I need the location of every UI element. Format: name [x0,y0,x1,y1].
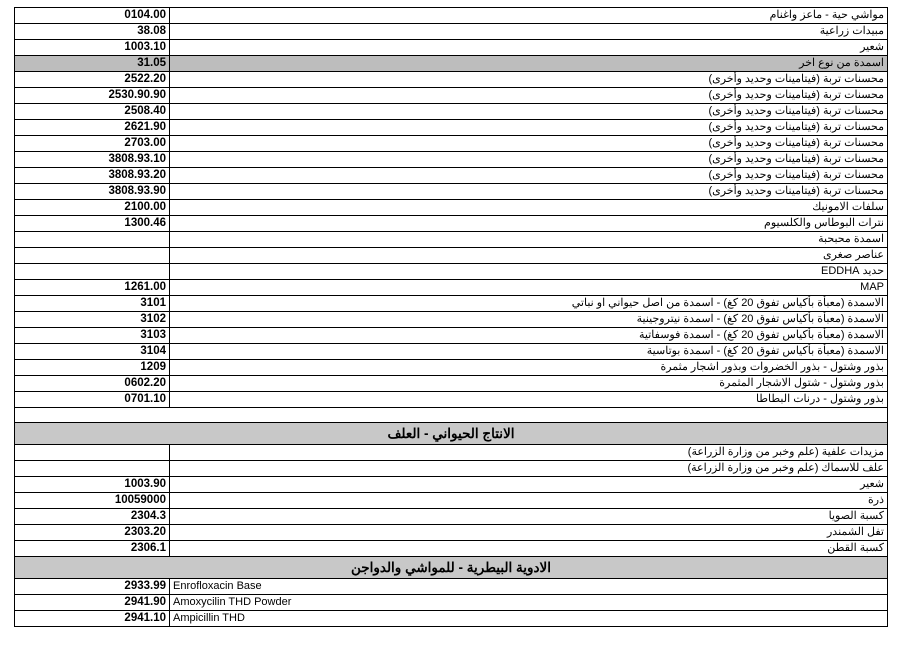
hs-code-cell: 0701.10 [15,392,170,408]
product-name-cell: عناصر صغرى [170,248,888,264]
hs-code-cell: 2933.99 [15,579,170,595]
table-row [15,72,888,88]
table-row [15,611,888,627]
table-row [15,328,888,344]
hs-code-cell [15,232,170,248]
product-name-cell: الاسمدة (معبأة بأكياس تفوق 20 كغ) - اسمدة نيتروجينية [170,312,888,328]
hs-code-cell [15,248,170,264]
table-row [15,493,888,509]
table-row [15,525,888,541]
table-row [15,477,888,493]
table-row [15,152,888,168]
table-row [15,40,888,56]
section-header-row [15,557,888,579]
table-row [15,445,888,461]
product-name-cell: الاسمدة (معبأة بأكياس تفوق 20 كغ) - اسمدة من اصل حيواني او نباتي [170,296,888,312]
product-name-cell: شعير [170,40,888,56]
hs-code-cell [15,461,170,477]
section-title: الادوية البيطرية - للمواشي والدواجن [15,557,888,579]
table-row [15,579,888,595]
hs-code-cell: 1003.10 [15,40,170,56]
hs-code-cell: 2941.90 [15,595,170,611]
table-row [15,344,888,360]
product-name-cell: كسبة القطن [170,541,888,557]
hs-code-cell: 1300.46 [15,216,170,232]
blank-cell [15,408,888,423]
hs-code-cell: 38.08 [15,24,170,40]
hs-code-cell: 2306.1 [15,541,170,557]
hs-code-cell: 2304.3 [15,509,170,525]
product-name-cell: شعير [170,477,888,493]
table-row [15,200,888,216]
section-title: الانتاج الحيواني - العلف [15,423,888,445]
hs-code-cell: 0104.00 [15,8,170,24]
product-name-cell: سلفات الامونيك [170,200,888,216]
table-row [15,168,888,184]
table-row [15,376,888,392]
product-name-cell: محسنات تربة (فيتامينات وحديد وأخرى) [170,136,888,152]
hs-code-cell: 3808.93.90 [15,184,170,200]
hs-code-cell: 1003.90 [15,477,170,493]
hs-code-cell: 1261.00 [15,280,170,296]
hs-code-cell: 10059000 [15,493,170,509]
table-row [15,232,888,248]
hs-code-cell: 2621.90 [15,120,170,136]
product-name-cell: Amoxycilin THD Powder [170,595,888,611]
hs-code-cell: 2522.20 [15,72,170,88]
product-name-cell: حديد EDDHA [170,264,888,280]
product-name-cell: Enrofloxacin Base [170,579,888,595]
product-name-cell: الاسمدة (معبأة بأكياس تفوق 20 كغ) - اسمدة بوتاسية [170,344,888,360]
product-name-cell: علف للاسماك (علم وخبر من وزارة الزراعة) [170,461,888,477]
product-name-cell: MAP [170,280,888,296]
product-name-cell: ذرة [170,493,888,509]
table-row [15,88,888,104]
table-row [15,360,888,376]
product-name-cell: اسمدة محبحبة [170,232,888,248]
hs-code-cell [15,264,170,280]
hs-code-cell: 3104 [15,344,170,360]
hs-code-cell: 31.05 [15,56,170,72]
hs-code-cell: 3808.93.10 [15,152,170,168]
product-name-cell: مبيدات زراعية [170,24,888,40]
product-name-cell: محسنات تربة (فيتامينات وحديد وأخرى) [170,168,888,184]
table-row [15,8,888,24]
product-name-cell: محسنات تربة (فيتامينات وحديد وأخرى) [170,72,888,88]
hs-code-cell: 2703.00 [15,136,170,152]
hs-code-cell: 3102 [15,312,170,328]
table-row [15,104,888,120]
table-row [15,56,888,72]
table-row [15,312,888,328]
product-name-cell: مواشي حية - ماعز واغنام [170,8,888,24]
hs-code-cell: 0602.20 [15,376,170,392]
tariff-table-body [15,8,888,627]
hs-code-cell: 3103 [15,328,170,344]
table-row [15,509,888,525]
product-name-cell: تفل الشمندر [170,525,888,541]
product-name-cell: بذور وشتول - بذور الخضروات وبذور اشجار مثمرة [170,360,888,376]
table-row [15,184,888,200]
table-row [15,120,888,136]
blank-row [15,408,888,423]
hs-code-cell: 2508.40 [15,104,170,120]
hs-code-cell: 2100.00 [15,200,170,216]
product-name-cell: كسبة الصويا [170,509,888,525]
product-name-cell: بذور وشتول - درنات البطاطا [170,392,888,408]
section-header-row [15,423,888,445]
product-name-cell: محسنات تربة (فيتامينات وحديد وأخرى) [170,152,888,168]
product-name-cell: اسمدة من نوع اخر [170,56,888,72]
product-name-cell: نترات البوطاس والكلسيوم [170,216,888,232]
hs-code-cell [15,445,170,461]
hs-code-cell: 2303.20 [15,525,170,541]
product-name-cell: محسنات تربة (فيتامينات وحديد وأخرى) [170,120,888,136]
table-row [15,248,888,264]
hs-code-cell: 3808.93.20 [15,168,170,184]
hs-code-cell: 1209 [15,360,170,376]
product-name-cell: محسنات تربة (فيتامينات وحديد وأخرى) [170,88,888,104]
table-row [15,461,888,477]
hs-code-cell: 2530.90.90 [15,88,170,104]
product-name-cell: مزيدات علفية (علم وخبر من وزارة الزراعة) [170,445,888,461]
table-row [15,216,888,232]
tariff-table [14,7,888,627]
table-row [15,392,888,408]
product-name-cell: محسنات تربة (فيتامينات وحديد وأخرى) [170,184,888,200]
table-row [15,136,888,152]
hs-code-cell: 3101 [15,296,170,312]
table-row [15,296,888,312]
product-name-cell: Ampicillin THD [170,611,888,627]
table-row [15,541,888,557]
table-row [15,280,888,296]
product-name-cell: الاسمدة (معبأة بأكياس تفوق 20 كغ) - اسمدة فوسفاتية [170,328,888,344]
table-row [15,595,888,611]
table-row [15,24,888,40]
table-row [15,264,888,280]
product-name-cell: بذور وشتول - شتول الاشجار المثمرة [170,376,888,392]
product-name-cell: محسنات تربة (فيتامينات وحديد وأخرى) [170,104,888,120]
hs-code-cell: 2941.10 [15,611,170,627]
